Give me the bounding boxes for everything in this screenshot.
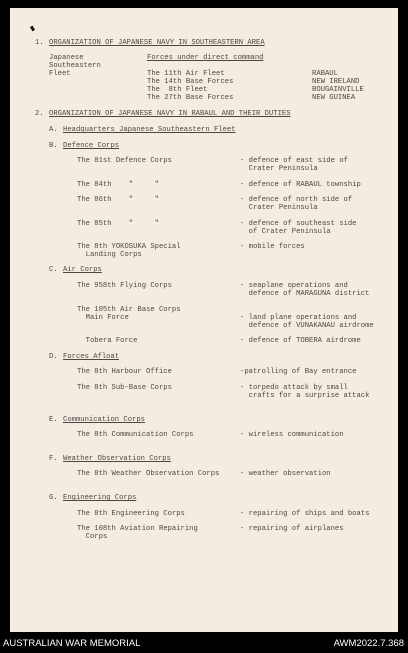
unit-duty: - mobile forces — [240, 243, 305, 251]
unit-duty: - torpedo attack by small crafts for a surprise attack — [240, 384, 370, 400]
unit-duty: - repairing of ships and boats — [240, 510, 370, 518]
unit-duty: - weather observation — [240, 470, 331, 478]
unit-name: The 8th Weather Observation Corps — [77, 470, 220, 478]
subsection-title: Forces Afloat — [63, 353, 120, 361]
force-name: The 27th Base Forces — [147, 94, 234, 102]
force-place: NEW GUINEA — [312, 94, 356, 102]
force-place: NEW IRELAND — [312, 78, 360, 86]
footer-bar — [0, 634, 408, 653]
force-name: The 14th Base Forces — [147, 78, 234, 86]
unit-name: The 86th " " — [77, 196, 159, 204]
subsection-letter: E. — [49, 416, 58, 424]
subsection-title: Engineering Corps — [63, 494, 137, 502]
subsection-title: Defence Corps — [63, 142, 120, 150]
section-2-title: ORGANIZATION OF JAPANESE NAVY IN RABAUL AND THEIR DUTIES — [49, 110, 291, 118]
unit-duty: - seaplane operations and defence of MARAGUNA district — [240, 282, 370, 298]
unit-name: The 958th Flying Corps — [77, 282, 172, 290]
unit-duty: - wireless communication — [240, 431, 344, 439]
institution-name: AUSTRALIAN WAR MEMORIAL — [3, 638, 141, 649]
force-place: BOUGAINVILLE — [312, 86, 364, 94]
unit-name: The 81st Defence Corps — [77, 157, 172, 165]
unit-name: The 8th Harbour Office — [77, 368, 172, 376]
unit-name: The 85th " " — [77, 220, 159, 228]
unit-name: The 108th Aviation Repairing Corps — [77, 525, 198, 541]
unit-duty: - defence of RABAUL township — [240, 181, 361, 189]
unit-duty: - repairing of airplanes — [240, 525, 344, 533]
subsection-letter: D. — [49, 353, 58, 361]
fleet-name: Japanese Southeastern Fleet — [49, 54, 101, 78]
unit-duty: - defence of TOBERA airdrome — [240, 337, 361, 345]
unit-duty: - land plane operations and defence of VUNAKANAU airdrome — [240, 314, 374, 330]
catalog-number: AWM2022.7.368 — [333, 638, 404, 649]
document-page — [10, 8, 398, 632]
subsection-title: Communication Corps — [63, 416, 145, 424]
subsection-title: Headquarters Japanese Southeastern Fleet — [63, 126, 236, 134]
unit-name: The 8th Sub-Base Corps — [77, 384, 172, 392]
unit-name: The 8th Engineering Corps — [77, 510, 185, 518]
force-place: RABAUL — [312, 70, 338, 78]
section-1-title: ORGANIZATION OF JAPANESE NAVY IN SOUTHEASTERN AREA — [49, 39, 265, 47]
section-2-number: 2. — [35, 110, 44, 118]
ink-mark — [30, 26, 35, 32]
subsection-letter: A. — [49, 126, 58, 134]
subsection-letter: G. — [49, 494, 58, 502]
unit-name: The 84th " " — [77, 181, 159, 189]
unit-duty: - defence of east side of Crater Peninsula — [240, 157, 348, 173]
force-name: The 11th Air Fleet — [147, 70, 225, 78]
subsection-letter: C. — [49, 266, 58, 274]
unit-duty: -patrolling of Bay entrance — [240, 368, 357, 376]
forces-heading: Forces under direct command — [147, 54, 264, 62]
unit-duty: - defence of north side of Crater Peninsula — [240, 196, 353, 212]
unit-name: The 8th Communication Corps — [77, 431, 194, 439]
unit-name: The 8th YOKOSUKA Special Landing Corps — [77, 243, 181, 259]
subsection-title: Air Corps — [63, 266, 102, 274]
unit-duty: - defence of southeast side of Crater Peninsula — [240, 220, 357, 236]
unit-name: The 105th Air Base Corps Main Force — [77, 306, 181, 322]
subsection-title: Weather Observation Corps — [63, 455, 171, 463]
unit-name: Tobera Force — [77, 337, 138, 345]
subsection-letter: B. — [49, 142, 58, 150]
force-name: The 8th Fleet — [147, 86, 208, 94]
subsection-letter: F. — [49, 455, 58, 463]
section-1-number: 1. — [35, 39, 44, 47]
